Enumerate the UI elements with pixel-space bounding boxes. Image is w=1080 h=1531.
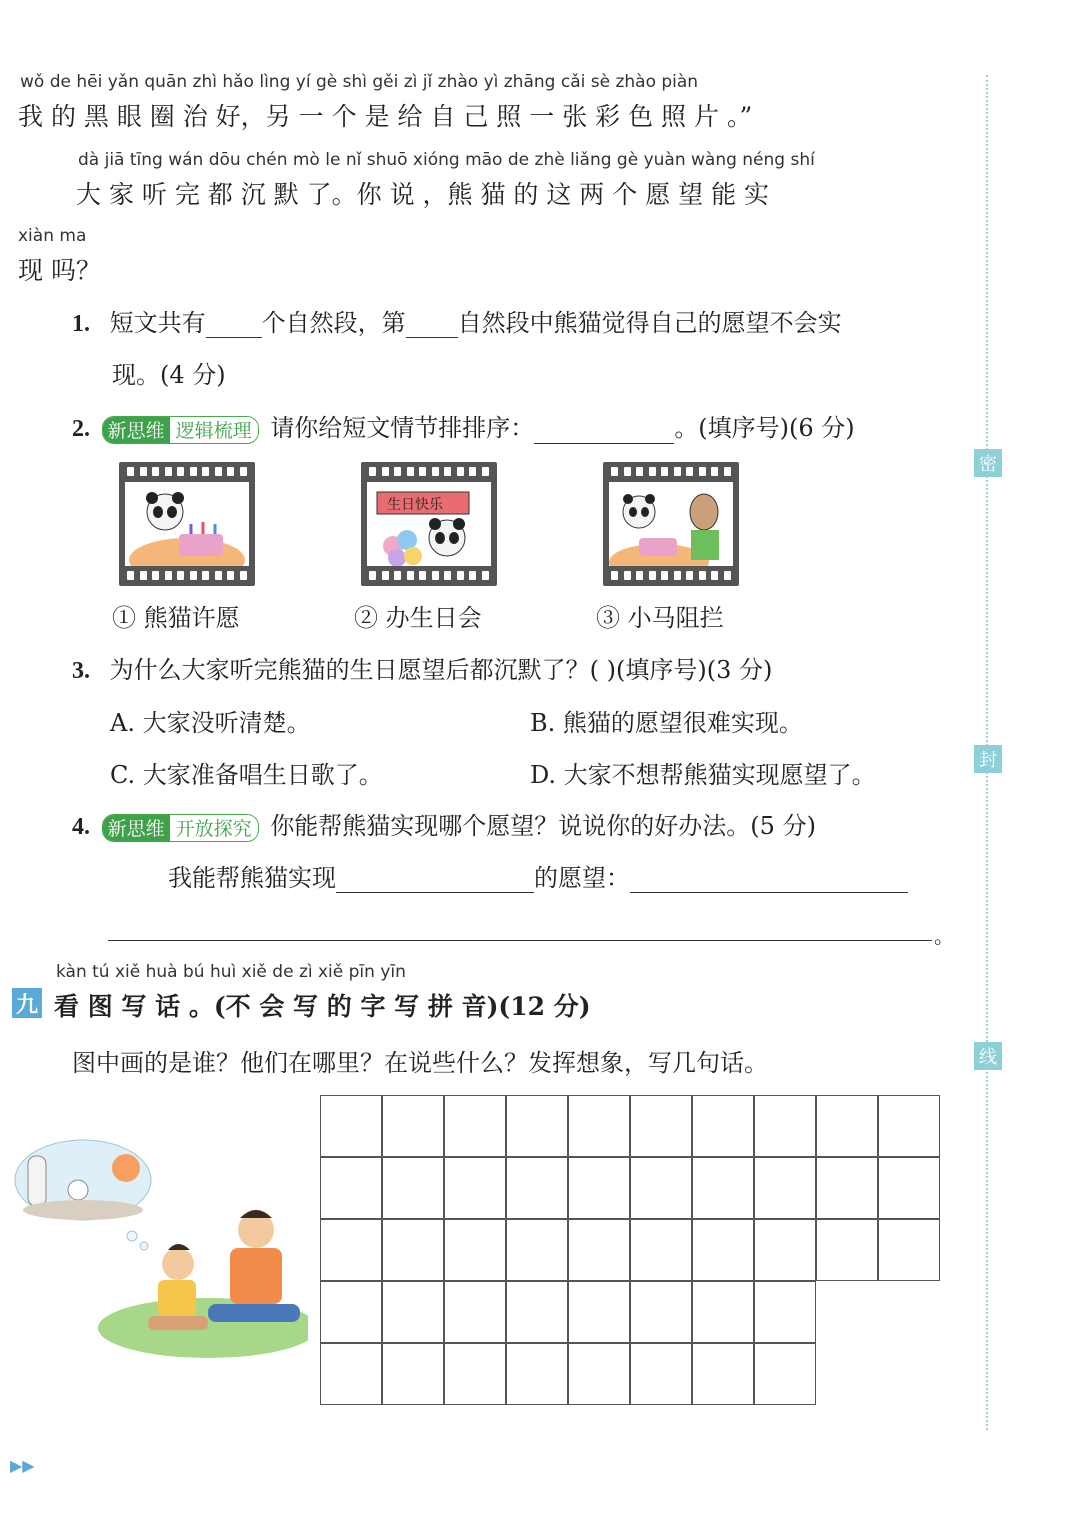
grid-cell[interactable]: [630, 1219, 692, 1281]
q4-text-b: 的愿望：: [534, 864, 630, 892]
grid-cell[interactable]: [320, 1281, 382, 1343]
grid-cell[interactable]: [878, 1219, 940, 1281]
passage-line2-pinyin: dà jiā tīng wán dōu chén mò le nǐ shuō xióng māo de zhè liǎng gè yuàn wàng néng shí: [78, 150, 815, 170]
q3-option-d[interactable]: D. 大家不想帮熊猫实现愿望了。: [530, 761, 876, 789]
q3-option-b[interactable]: B. 熊猫的愿望很难实现。: [530, 709, 803, 737]
grid-cell[interactable]: [382, 1157, 444, 1219]
grid-cell[interactable]: [754, 1157, 816, 1219]
tag-sublabel: 开放探究: [170, 815, 258, 841]
grid-cell[interactable]: [816, 1095, 878, 1157]
question-4: [72, 806, 816, 842]
tag-sublabel: 逻辑梳理: [170, 417, 258, 443]
grid-cell[interactable]: [816, 1157, 878, 1219]
grid-cell[interactable]: [444, 1095, 506, 1157]
margin-mark-line: 线: [974, 1042, 1002, 1070]
grid-cell[interactable]: [568, 1157, 630, 1219]
grid-cell[interactable]: [320, 1095, 382, 1157]
q1-text-a: 短文共有: [109, 309, 206, 337]
grid-cell[interactable]: [320, 1219, 382, 1281]
grid-cell[interactable]: [568, 1343, 630, 1405]
q4-text-a: 我能帮熊猫实现: [168, 864, 336, 892]
q1-text-b: 个自然段，第: [261, 309, 406, 337]
q4-end-mark: 。: [934, 924, 954, 948]
grid-cell[interactable]: [878, 1157, 940, 1219]
section9-prompt: 图中画的是谁？他们在哪里？在说些什么？发挥想象，写几句话。: [72, 1049, 768, 1077]
grid-cell[interactable]: [816, 1219, 878, 1281]
grid-cell[interactable]: [692, 1095, 754, 1157]
margin-mark-seal: 封: [974, 745, 1002, 773]
question-2: [72, 408, 855, 444]
question-1: [72, 303, 842, 338]
q4-blank-method-line2[interactable]: [108, 940, 932, 941]
passage-line3-text: 现 吗？: [18, 256, 101, 285]
q1-blank-paragraph-count[interactable]: [206, 307, 262, 338]
question-number: 2.: [72, 416, 90, 442]
q1-text-c: 自然段中熊猫觉得自己的愿望不会实: [457, 309, 842, 337]
grid-cell[interactable]: [444, 1343, 506, 1405]
grid-cell[interactable]: [506, 1281, 568, 1343]
grid-cell[interactable]: [382, 1095, 444, 1157]
passage-line2-text: 大 家 听 完 都 沉 默 了。你 说 ，熊 猫 的 这 两 个 愿 望 能 实: [76, 180, 770, 209]
q2-tail: 。(填序号)(6 分): [674, 414, 855, 442]
grid-cell[interactable]: [444, 1281, 506, 1343]
question-number: 4.: [72, 814, 90, 840]
birthday-party-illustration: [367, 482, 491, 566]
grid-cell[interactable]: [878, 1095, 940, 1157]
grid-cell[interactable]: [754, 1281, 816, 1343]
grid-cell[interactable]: [506, 1157, 568, 1219]
q3-option-c[interactable]: C. 大家准备唱生日歌了。: [110, 761, 383, 789]
q4-blank-wish[interactable]: [336, 862, 534, 893]
pony-stops-illustration: [609, 482, 733, 566]
q2-blank-order[interactable]: [534, 413, 674, 444]
grid-cell[interactable]: [630, 1095, 692, 1157]
grid-cell[interactable]: [630, 1281, 692, 1343]
grid-cell[interactable]: [692, 1281, 754, 1343]
picture-3-caption: ③ 小马阻拦: [596, 604, 724, 632]
grid-cell[interactable]: [692, 1219, 754, 1281]
tag-label: 新思维: [103, 815, 170, 841]
picture-1-caption: ① 熊猫许愿: [112, 604, 240, 632]
grid-cell[interactable]: [568, 1281, 630, 1343]
page-arrows-icon: ▶▶: [10, 1456, 35, 1475]
grid-cell[interactable]: [754, 1095, 816, 1157]
grid-cell[interactable]: [692, 1343, 754, 1405]
q1-line2: 现。(4 分): [112, 361, 226, 389]
q3-text: 为什么大家听完熊猫的生日愿望后都沉默了？( )(填序号)(3 分): [109, 656, 773, 684]
panda-wish-illustration: [125, 482, 249, 566]
q4-answer-line: [168, 858, 908, 893]
tag-label: 新思维: [103, 417, 170, 443]
film-picture-3: [603, 462, 739, 586]
grid-cell[interactable]: [568, 1219, 630, 1281]
section9-pinyin: kàn tú xiě huà bú huì xiě de zì xiě pīn yīn: [56, 962, 406, 982]
banner-text: 生日快乐: [387, 497, 443, 513]
grid-cell[interactable]: [506, 1095, 568, 1157]
passage-line1-pinyin: wǒ de hēi yǎn quān zhì hǎo lìng yí gè shì gěi zì jǐ zhào yì zhāng cǎi sè zhào piàn: [20, 72, 699, 92]
passage-line1-text: 我 的 黑 眼 圈 治 好，另 一 个 是 给 自 己 照 一 张 彩 色 照 片 。”: [18, 102, 753, 131]
question-number: 1.: [72, 311, 90, 337]
film-picture-2: [361, 462, 497, 586]
grid-cell[interactable]: [320, 1157, 382, 1219]
grid-cell[interactable]: [382, 1219, 444, 1281]
grid-cell[interactable]: [444, 1157, 506, 1219]
tag-new-thinking: [102, 416, 259, 444]
grid-cell[interactable]: [692, 1157, 754, 1219]
grid-cell[interactable]: [630, 1157, 692, 1219]
tag-new-thinking: [102, 814, 259, 842]
grid-cell[interactable]: [506, 1343, 568, 1405]
grid-cell[interactable]: [568, 1095, 630, 1157]
passage-line3-pinyin: xiàn ma: [18, 226, 87, 246]
section-number-badge: 九: [12, 988, 42, 1018]
grid-cell[interactable]: [630, 1343, 692, 1405]
grid-cell[interactable]: [382, 1281, 444, 1343]
grid-cell[interactable]: [444, 1219, 506, 1281]
question-3: [72, 650, 772, 685]
q3-option-a[interactable]: A. 大家没听清楚。: [110, 709, 311, 737]
question-number: 3.: [72, 658, 90, 684]
film-picture-1: [119, 462, 255, 586]
q2-text: 请你给短文情节排排序：: [270, 414, 535, 442]
grid-cell[interactable]: [382, 1343, 444, 1405]
picture-2-caption: ② 办生日会: [354, 604, 482, 632]
grid-cell[interactable]: [754, 1343, 816, 1405]
grid-cell[interactable]: [506, 1219, 568, 1281]
grid-cell[interactable]: [320, 1343, 382, 1405]
section9-title: 看 图 写 话 。(不 会 写 的 字 写 拼 音)(12 分): [54, 992, 591, 1021]
q1-blank-paragraph-index[interactable]: [406, 307, 458, 338]
grid-cell[interactable]: [754, 1219, 816, 1281]
writing-illustration: [8, 1138, 308, 1358]
margin-mark-seal: 密: [974, 449, 1002, 477]
q4-text: 你能帮熊猫实现哪个愿望？说说你的好办法。(5 分): [270, 812, 816, 840]
q4-blank-method[interactable]: [630, 862, 908, 893]
